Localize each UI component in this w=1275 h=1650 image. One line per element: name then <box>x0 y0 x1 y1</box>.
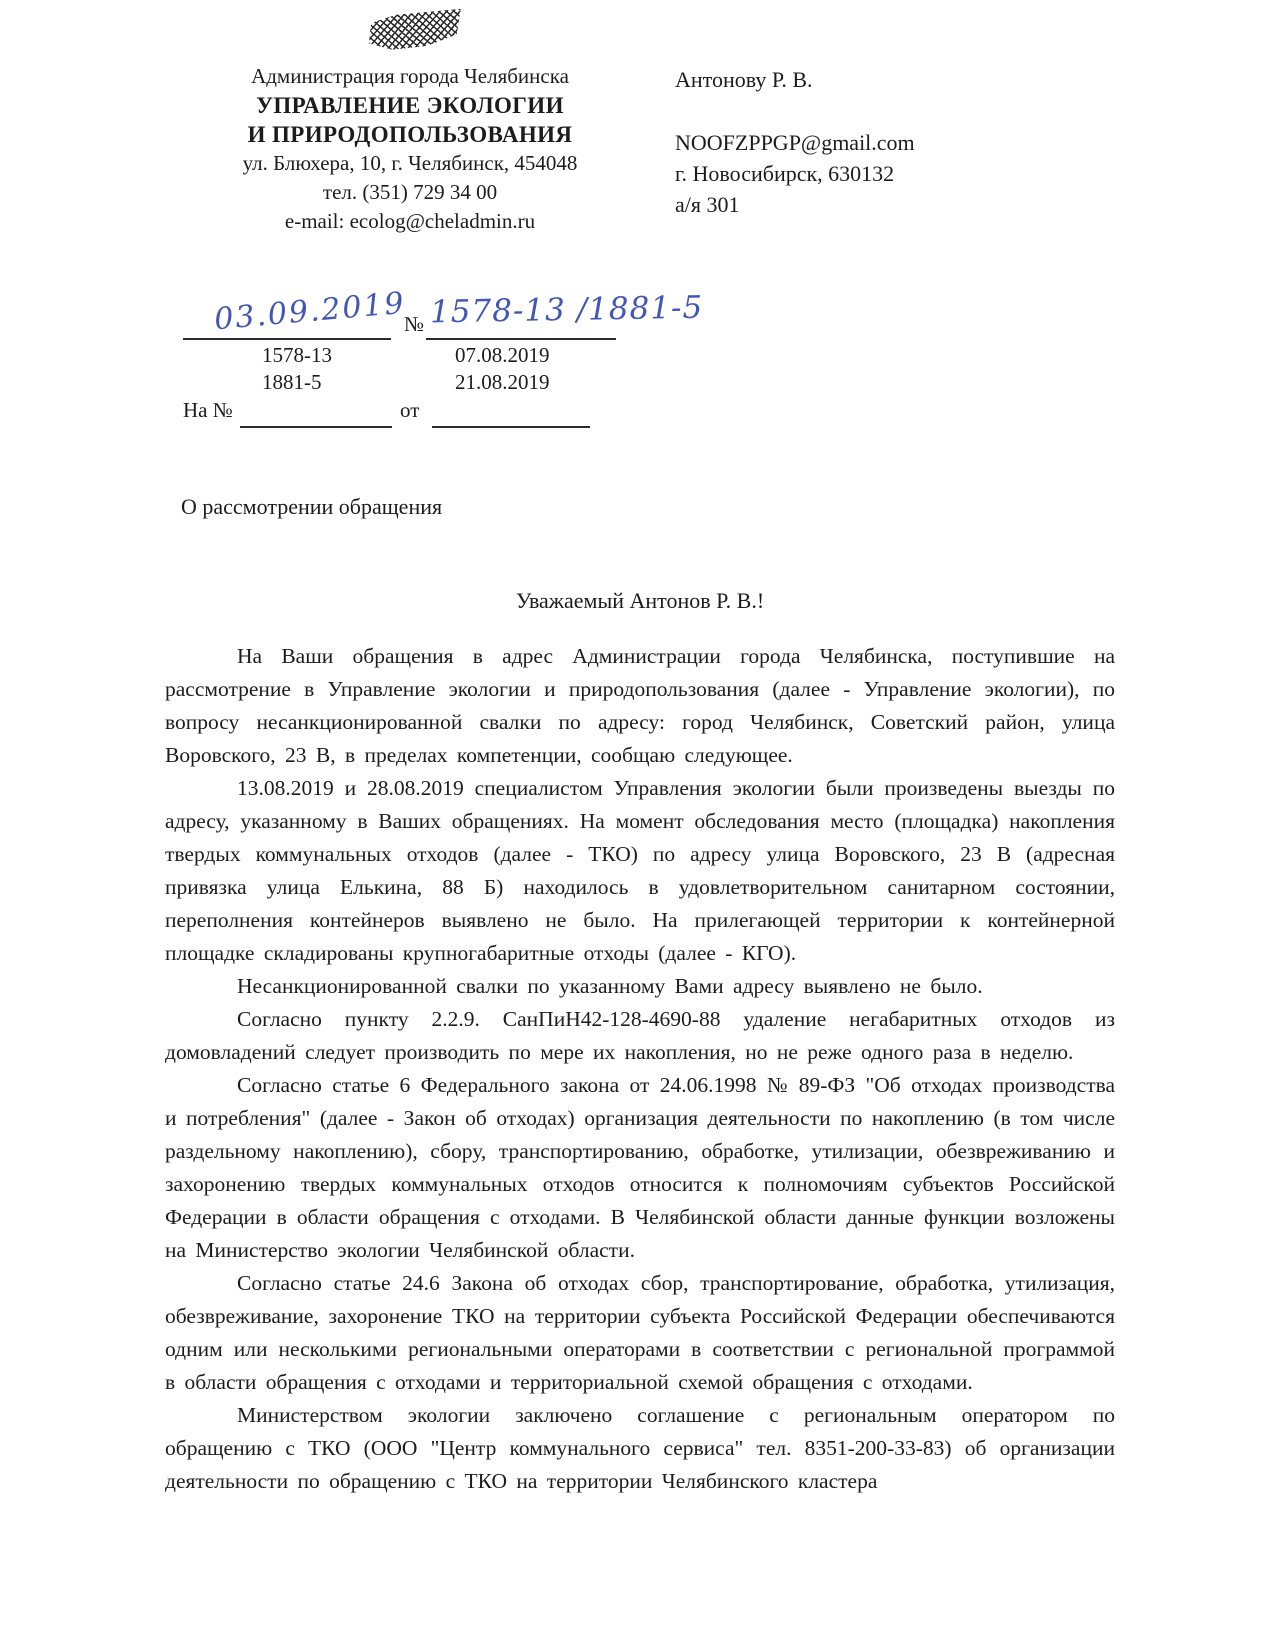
body-paragraph: Согласно пункту 2.2.9. СанПиН42-128-4690-88 удаление негабаритных отходов из домовладений следует производить по мере их накопления, но не реже одного раза в неделю. <box>165 1007 1115 1064</box>
ot-label: от <box>400 398 420 422</box>
org-name-line-1: УПРАВЛЕНИЕ ЭКОЛОГИИ <box>256 93 564 118</box>
org-address: ул. Блюхера, 10, г. Челябинск, 454048 <box>242 151 578 175</box>
handwritten-date: 03.09.2019 <box>212 285 407 338</box>
org-admin-line: Администрация города Челябинска <box>251 64 569 88</box>
recipient-box: а/я 301 <box>675 192 740 217</box>
incoming-number-2: 1881-5 <box>262 370 322 394</box>
incoming-date-2: 21.08.2019 <box>455 370 550 394</box>
incoming-date-1: 07.08.2019 <box>455 343 550 367</box>
na-no-ruled-line <box>240 426 392 428</box>
org-name-line-2: И ПРИРОДОПОЛЬЗОВАНИЯ <box>247 122 573 147</box>
na-no-label: На № <box>183 398 233 422</box>
recipient-city: г. Новосибирск, 630132 <box>675 161 895 186</box>
body-paragraph: 13.08.2019 и 28.08.2019 специалистом Управления экологии были произведены выезды по адресу, указанному в Ваших обращениях. На момент обследования место (площадка) накопления твердых коммунальных отходов (далее - ТКО) по адресу улица Воровского, 23 В (адресная привязка улица Елькина, 88 Б) находилось в удовлетворительном санитарном состоянии, переполнения контейнеров выявлено не было. На прилегающей территории к контейнерной площадке складированы крупногабаритные отходы (далее - КГО). <box>165 776 1115 965</box>
letter-body <box>165 640 1115 1498</box>
org-phone: тел. (351) 729 34 00 <box>322 180 498 204</box>
letter-subject: О рассмотрении обращения <box>181 494 443 519</box>
stamp-icon <box>362 8 472 52</box>
body-paragraph: Согласно статье 6 Федерального закона от 24.06.1998 № 89-ФЗ "Об отходах производства и потребления" (далее - Закон об отходах) организация деятельности по накоплению (в том числе раздельному накоплению), сбору, транспортированию, обработке, утилизации, обезвреживанию и захоронению твердых коммунальных отходов относится к полномочиям субъектов Российской Федерации в области обращения с отходами. В Челябинской области данные функции возложены на Министерство экологии Челябинской области. <box>165 1073 1115 1262</box>
crosshatch-stamp-icon <box>367 9 465 52</box>
org-email: e-mail: ecolog@cheladmin.ru <box>284 209 536 233</box>
number-ruled-line <box>426 338 616 340</box>
salutation: Уважаемый Антонов Р. В.! <box>515 588 765 613</box>
recipient-email: NOOFZPPGP@gmail.com <box>675 130 915 155</box>
incoming-number-1: 1578-13 <box>262 343 332 367</box>
recipient-name: Антонову Р. В. <box>675 67 813 92</box>
number-sign: № <box>404 312 425 336</box>
date-ruled-line <box>183 338 391 340</box>
body-paragraph: На Ваши обращения в адрес Администрации города Челябинска, поступившие на рассмотрение в Управление экологии и природопользования (далее - Управление экологии), по вопросу несанкционированной свалки по адресу: город Челябинск, Советский район, улица Воровского, 23 В, в пределах компетенции, сообщаю следующее. <box>165 644 1115 767</box>
body-paragraph: Министерством экологии заключено соглашение с региональным оператором по обращению с ТКО (ООО "Центр коммунального сервиса" тел. 8351-200-33-83) об организации деятельности по обращению с ТКО на территории Челябинского кластера <box>165 1403 1115 1493</box>
handwritten-number: 1578-13 /1881-5 <box>429 289 704 331</box>
ot-ruled-line <box>432 426 590 428</box>
body-paragraph: Согласно статье 24.6 Закона об отходах сбор, транспортирование, обработка, утилизация, обезвреживание, захоронение ТКО на территории субъекта Российской Федерации обеспечиваются одним или несколькими региональными операторами в соответствии с региональной программой в области обращения с отходами и территориальной схемой обращения с отходами. <box>165 1271 1115 1394</box>
body-paragraph: Несанкционированной свалки по указанному Вами адресу выявлено не было. <box>237 974 983 998</box>
letterhead-block <box>200 62 620 236</box>
recipient-block <box>675 64 915 220</box>
